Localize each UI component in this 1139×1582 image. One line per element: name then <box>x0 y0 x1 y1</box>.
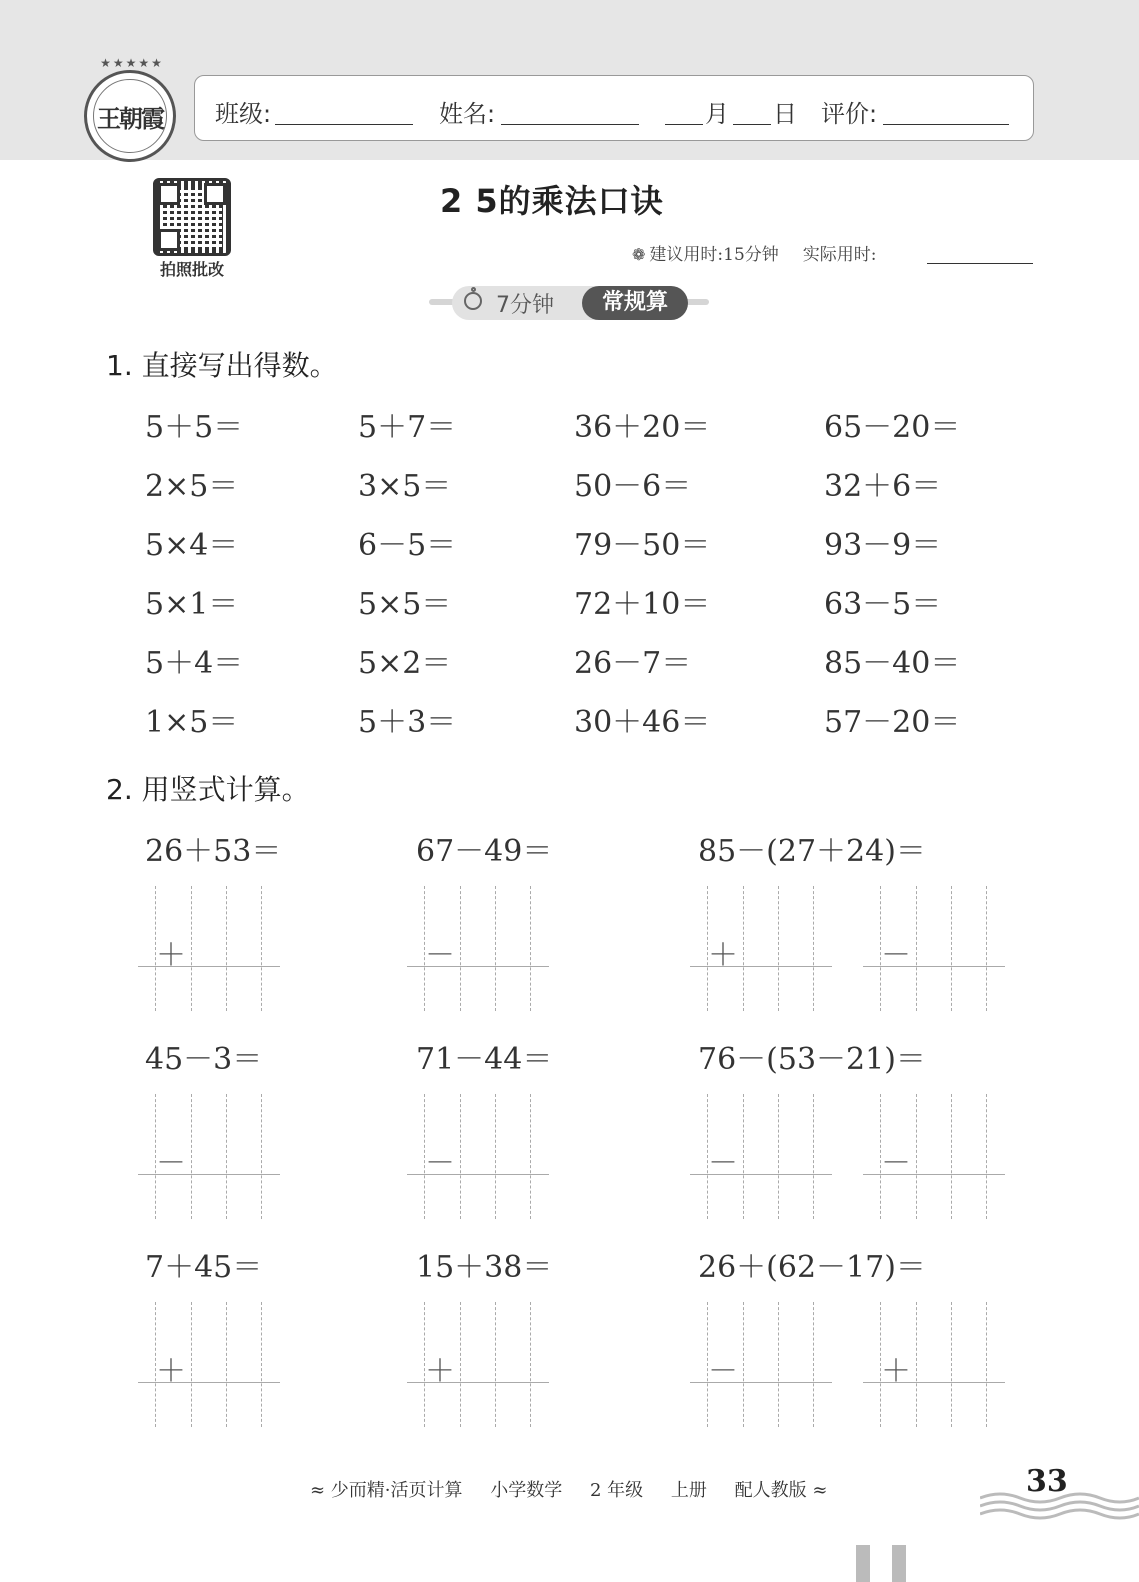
vertical-calc-grid[interactable] <box>407 886 549 1011</box>
logo-text: 王朝霞 <box>93 79 167 153</box>
operator-sign: － <box>881 1146 911 1181</box>
operator-sign: － <box>708 1146 738 1181</box>
oral-problem: 2×5＝ <box>145 469 239 504</box>
qr-eye-icon <box>158 229 180 251</box>
page-tab-marker <box>892 1545 906 1582</box>
grid-dashed-line <box>916 1302 917 1427</box>
vertical-calc-grid[interactable] <box>138 886 280 1011</box>
name-field[interactable] <box>501 124 639 125</box>
pill-minutes: 7分钟 <box>496 293 554 318</box>
vertical-problem: 45－3＝ <box>145 1042 263 1077</box>
grid-dashed-line <box>743 1094 744 1219</box>
qr-code-icon[interactable] <box>153 178 231 256</box>
vertical-calc-grid[interactable] <box>690 886 832 1011</box>
qr-eye-icon <box>204 183 226 205</box>
grid-dashed-line <box>778 1094 779 1219</box>
day-field[interactable] <box>733 124 771 125</box>
grid-dashed-line <box>778 886 779 1011</box>
vertical-calc-grid[interactable] <box>138 1302 280 1427</box>
grid-dashed-line <box>813 1094 814 1219</box>
grid-dashed-line <box>460 886 461 1011</box>
vertical-calc-grid[interactable] <box>407 1094 549 1219</box>
grid-dashed-line <box>226 1094 227 1219</box>
oral-problem: 72＋10＝ <box>574 587 711 622</box>
grid-dashed-line <box>986 1302 987 1427</box>
oral-problem: 5＋3＝ <box>358 705 457 740</box>
grid-dashed-line <box>226 886 227 1011</box>
grid-dashed-line <box>495 1094 496 1219</box>
grid-dashed-line <box>191 1094 192 1219</box>
grid-dashed-line <box>191 886 192 1011</box>
oral-problem: 50－6＝ <box>574 469 692 504</box>
operator-sign: － <box>425 938 455 973</box>
vertical-problem: 26＋(62－17)＝ <box>698 1250 926 1285</box>
oral-problem: 65－20＝ <box>824 410 961 445</box>
operator-sign: ＋ <box>425 1354 455 1389</box>
vertical-problem: 85－(27＋24)＝ <box>698 834 926 869</box>
footer-info <box>310 1476 849 1502</box>
oral-problem: 5＋7＝ <box>358 410 457 445</box>
actual-time-label: 实际用时: <box>802 245 877 265</box>
oral-problem: 5×1＝ <box>145 587 239 622</box>
stopwatch-icon <box>464 292 482 310</box>
footer-subject: 小学数学 <box>490 1480 563 1501</box>
grid-dashed-line <box>916 1094 917 1219</box>
month-label: 月 <box>705 100 729 128</box>
operator-sign: － <box>156 1146 186 1181</box>
vertical-problem: 76－(53－21)＝ <box>698 1042 926 1077</box>
suggested-time: 建议用时:15分钟 <box>649 245 779 265</box>
operator-sign: ＋ <box>156 938 186 973</box>
operator-sign: － <box>708 1354 738 1389</box>
grid-dashed-line <box>460 1094 461 1219</box>
class-label: 班级: <box>215 100 272 128</box>
grid-dashed-line <box>226 1302 227 1427</box>
oral-problem: 85－40＝ <box>824 646 961 681</box>
oral-problem: 26－7＝ <box>574 646 692 681</box>
oral-problem: 1×5＝ <box>145 705 239 740</box>
oral-problem: 30＋46＝ <box>574 705 711 740</box>
grid-dashed-line <box>261 886 262 1011</box>
brand-logo <box>84 70 176 162</box>
footer-edition: 配人教版 ≈ <box>734 1480 828 1501</box>
grid-dashed-line <box>743 1302 744 1427</box>
vertical-calc-grid[interactable] <box>138 1094 280 1219</box>
vertical-calc-grid[interactable] <box>863 1302 1005 1427</box>
grid-dashed-line <box>986 1094 987 1219</box>
oral-problem: 5×4＝ <box>145 528 239 563</box>
rating-label: 评价: <box>821 100 878 128</box>
operator-sign: － <box>425 1146 455 1181</box>
vertical-calc-grid[interactable] <box>863 886 1005 1011</box>
grid-dashed-line <box>261 1302 262 1427</box>
pill-tag: 常规算 <box>582 286 688 320</box>
vertical-calc-grid[interactable] <box>690 1302 832 1427</box>
vertical-problem: 7＋45＝ <box>145 1250 263 1285</box>
flower-icon: ❁ <box>632 245 646 264</box>
oral-problem: 79－50＝ <box>574 528 711 563</box>
vertical-problem: 67－49＝ <box>416 834 553 869</box>
vertical-problem: 15＋38＝ <box>416 1250 553 1285</box>
vertical-calc-grid[interactable] <box>690 1094 832 1219</box>
oral-problem: 5×5＝ <box>358 587 452 622</box>
page-title: 2 5的乘法口诀 <box>440 182 664 220</box>
rating-field[interactable] <box>883 124 1009 125</box>
stars-decoration: ★★★★★ <box>100 56 164 70</box>
page-tab-marker <box>856 1545 870 1582</box>
grid-dashed-line <box>530 1302 531 1427</box>
oral-problem: 3×5＝ <box>358 469 452 504</box>
month-field[interactable] <box>665 124 703 125</box>
oral-problem: 5＋4＝ <box>145 646 244 681</box>
vertical-problem: 71－44＝ <box>416 1042 553 1077</box>
footer-series: ≈ 少而精·活页计算 <box>310 1480 463 1501</box>
footer-grade: 2 年级 <box>590 1480 644 1501</box>
qr-eye-icon <box>158 183 180 205</box>
grid-dashed-line <box>191 1302 192 1427</box>
class-field[interactable] <box>275 124 413 125</box>
footer-volume: 上册 <box>670 1480 707 1501</box>
actual-time-field[interactable] <box>927 263 1033 264</box>
qr-label: 拍照批改 <box>159 260 224 279</box>
oral-problem: 5×2＝ <box>358 646 452 681</box>
oral-problem: 63－5＝ <box>824 587 942 622</box>
grid-dashed-line <box>743 886 744 1011</box>
grid-dashed-line <box>460 1302 461 1427</box>
grid-dashed-line <box>530 1094 531 1219</box>
oral-problem: 57－20＝ <box>824 705 961 740</box>
grid-dashed-line <box>530 886 531 1011</box>
grid-dashed-line <box>813 1302 814 1427</box>
vertical-problem: 26＋53＝ <box>145 834 282 869</box>
name-label: 姓名: <box>439 100 496 128</box>
grid-dashed-line <box>813 886 814 1011</box>
question-1-heading: 1. 直接写出得数。 <box>106 349 338 382</box>
student-info-box <box>194 75 1034 141</box>
oral-problem: 32＋6＝ <box>824 469 942 504</box>
day-label: 日 <box>773 100 797 128</box>
grid-dashed-line <box>986 886 987 1011</box>
grid-dashed-line <box>951 886 952 1011</box>
grid-dashed-line <box>261 1094 262 1219</box>
grid-dashed-line <box>495 1302 496 1427</box>
grid-dashed-line <box>778 1302 779 1427</box>
operator-sign: ＋ <box>156 1354 186 1389</box>
time-info <box>632 240 877 265</box>
operator-sign: ＋ <box>708 938 738 973</box>
oral-problem: 36＋20＝ <box>574 410 711 445</box>
page-number: 33 <box>1026 1464 1068 1499</box>
oral-problem: 6－5＝ <box>358 528 457 563</box>
operator-sign: ＋ <box>881 1354 911 1389</box>
oral-problem: 5＋5＝ <box>145 410 244 445</box>
vertical-calc-grid[interactable] <box>863 1094 1005 1219</box>
time-pill <box>452 286 687 320</box>
vertical-calc-grid[interactable] <box>407 1302 549 1427</box>
question-2-heading: 2. 用竖式计算。 <box>106 773 310 806</box>
grid-dashed-line <box>951 1302 952 1427</box>
grid-dashed-line <box>916 886 917 1011</box>
grid-dashed-line <box>495 886 496 1011</box>
operator-sign: － <box>881 938 911 973</box>
oral-problem: 93－9＝ <box>824 528 942 563</box>
grid-dashed-line <box>951 1094 952 1219</box>
